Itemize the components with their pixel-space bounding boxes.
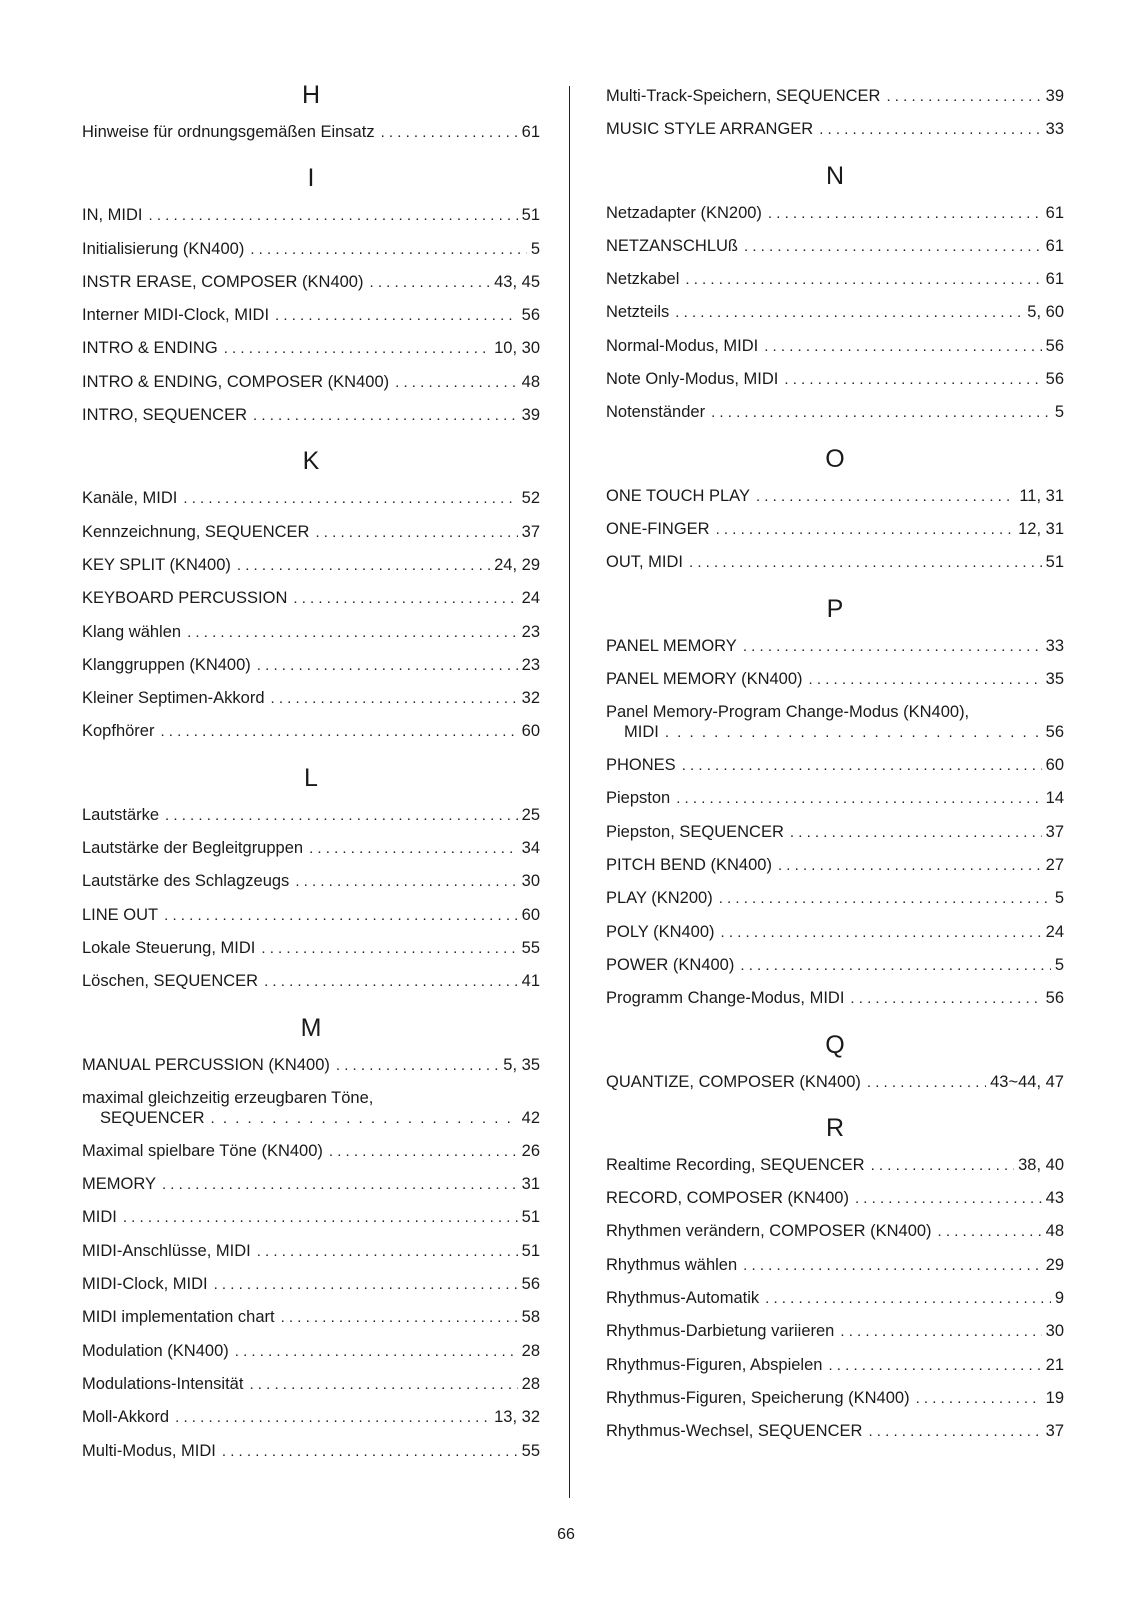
entry-term: Löschen, SEQUENCER	[82, 972, 259, 991]
entry-pages: 21	[1045, 1355, 1064, 1374]
index-section	[82, 446, 540, 748]
index-entry	[606, 197, 1064, 230]
dot-leader	[886, 81, 1041, 113]
index-entry	[82, 332, 540, 365]
index-entry	[82, 266, 540, 299]
entry-pages: 42	[521, 1108, 540, 1127]
entry-term: Lokale Steuerung, MIDI	[82, 938, 256, 957]
entry-term: MEMORY	[82, 1175, 156, 1194]
page-number: 66	[557, 1526, 575, 1543]
entry-term: Interner MIDI-Clock, MIDI	[82, 306, 270, 325]
dot-leader	[828, 1350, 1041, 1382]
index-column-left	[82, 80, 540, 1482]
index-entry	[82, 1168, 540, 1201]
entry-pages: 56	[521, 306, 540, 325]
entry-term: PITCH BEND (KN400)	[606, 856, 772, 875]
entry-term: NETZANSCHLUß	[606, 236, 739, 255]
dot-leader	[160, 716, 517, 748]
entry-pages: 11, 31	[1019, 486, 1064, 505]
dot-leader	[711, 397, 1051, 429]
entry-term: Initialisierung (KN400)	[82, 239, 245, 258]
index-entry	[82, 1135, 540, 1168]
entry-pages: 38, 40	[1018, 1155, 1064, 1174]
dot-leader	[329, 1136, 518, 1168]
entry-pages: 37	[521, 522, 540, 541]
entry-term: Rhythmus-Darbietung variieren	[606, 1322, 835, 1341]
section-letter: Q	[825, 1030, 845, 1059]
dot-leader	[850, 983, 1041, 1015]
dot-leader	[790, 817, 1042, 849]
index-entry	[82, 1335, 540, 1368]
entry-pages: 60	[521, 905, 540, 924]
dot-leader	[257, 1236, 518, 1268]
entry-term: MANUAL PERCUSSION (KN400)	[82, 1055, 330, 1074]
index-entry	[606, 696, 1064, 749]
entry-pages: 48	[1045, 1222, 1064, 1241]
index-entry	[606, 363, 1064, 396]
index-entry	[606, 630, 1064, 663]
index-section	[606, 444, 1064, 580]
entry-pages: 56	[521, 1275, 540, 1294]
dot-leader	[295, 866, 517, 898]
index-section	[82, 1013, 540, 1468]
entry-pages: 55	[521, 938, 540, 957]
index-entry	[606, 949, 1064, 982]
entry-pages: 30	[521, 872, 540, 891]
index-entry	[606, 1349, 1064, 1382]
entry-term: Rhythmus wählen	[606, 1255, 738, 1274]
entry-pages: 5, 60	[1027, 303, 1064, 322]
dot-leader	[938, 1216, 1042, 1248]
entry-pages: 5	[1054, 889, 1064, 908]
entry-pages: 33	[1045, 636, 1064, 655]
entry-pages: 61	[1045, 203, 1064, 222]
entry-pages: 27	[1045, 856, 1064, 875]
entry-pages: 9	[1054, 1289, 1064, 1308]
index-entry	[82, 1268, 540, 1301]
entry-pages: 37	[1045, 822, 1064, 841]
index-entry	[606, 263, 1064, 296]
entry-term: IN, MIDI	[82, 206, 143, 225]
entry-pages: 56	[1045, 723, 1064, 742]
index-entry	[82, 1368, 540, 1401]
index-entry	[82, 715, 540, 748]
index-entry	[606, 1066, 1064, 1099]
entry-pages: 5, 35	[503, 1055, 540, 1074]
entry-pages: 43, 45	[494, 272, 540, 291]
entry-pages: 61	[521, 123, 540, 141]
index-entry	[82, 616, 540, 649]
dot-leader	[784, 364, 1041, 396]
dot-leader	[369, 267, 490, 299]
entry-pages: 60	[1045, 756, 1064, 775]
index-section	[606, 1030, 1064, 1099]
index-entry	[82, 399, 540, 432]
dot-leader	[768, 198, 1042, 230]
dot-leader	[716, 514, 1015, 546]
dot-leader	[721, 917, 1042, 949]
dot-leader	[235, 1336, 518, 1368]
index-entry	[606, 663, 1064, 696]
entry-pages: 56	[1045, 370, 1064, 389]
index-section	[606, 1113, 1064, 1449]
dot-leader	[123, 1202, 518, 1234]
entry-term: Lautstärke der Begleitgruppen	[82, 839, 304, 858]
entry-term: OUT, MIDI	[606, 553, 683, 572]
section-letter: I	[307, 164, 315, 193]
entry-term: Note Only-Modus, MIDI	[606, 370, 779, 389]
entry-term: Klang wählen	[82, 622, 182, 641]
index-entry	[606, 1382, 1064, 1415]
entry-pages: 56	[1045, 336, 1064, 355]
index-entry	[606, 749, 1064, 782]
dot-leader	[264, 966, 518, 998]
dot-leader	[756, 481, 1015, 513]
section-letter: K	[302, 447, 320, 476]
index-entry	[606, 1315, 1064, 1348]
entry-pages: 24, 29	[494, 555, 540, 574]
entry-term: Realtime Recording, SEQUENCER	[606, 1155, 865, 1174]
dot-leader	[164, 900, 518, 932]
index-entry	[82, 1435, 540, 1468]
entry-term: Kleiner Septimen-Akkord	[82, 689, 265, 708]
index-entry	[606, 1149, 1064, 1182]
index-entry	[82, 899, 540, 932]
entry-term: POLY (KN400)	[606, 922, 715, 941]
entry-pages: 26	[521, 1141, 540, 1160]
index-entry	[606, 113, 1064, 146]
entry-pages: 61	[1045, 236, 1064, 255]
dot-leader	[281, 1302, 518, 1334]
entry-term: Rhythmus-Wechsel, SEQUENCER	[606, 1422, 863, 1441]
entry-term: POWER (KN400)	[606, 955, 735, 974]
entry-term: MIDI implementation chart	[82, 1308, 275, 1327]
dot-leader	[855, 1183, 1042, 1215]
entry-pages: 13, 32	[494, 1408, 540, 1427]
entry-term: Kennzeichnung, SEQUENCER	[82, 522, 310, 541]
dot-leader	[257, 650, 518, 682]
entry-pages: 33	[1045, 120, 1064, 139]
entry-term: RECORD, COMPOSER (KN400)	[606, 1189, 849, 1208]
entry-pages: 24	[1045, 922, 1064, 941]
dot-leader	[689, 547, 1042, 579]
entry-pages: 30	[1045, 1322, 1064, 1341]
entry-term: Lautstärke	[82, 805, 160, 824]
index-entry	[606, 1249, 1064, 1282]
entry-term: ONE TOUCH PLAY	[606, 486, 750, 505]
index-entry	[606, 982, 1064, 1015]
entry-pages: 35	[1045, 669, 1064, 688]
entry-term: MIDI-Clock, MIDI	[82, 1275, 208, 1294]
dot-leader	[675, 297, 1023, 329]
index-entry	[606, 1415, 1064, 1448]
index-entry	[82, 1401, 540, 1434]
entry-pages: 58	[521, 1308, 540, 1327]
dot-leader	[867, 1067, 986, 1099]
dot-leader	[214, 1269, 518, 1301]
dot-leader	[819, 114, 1041, 146]
index-entry	[606, 916, 1064, 949]
dot-leader	[249, 1369, 517, 1401]
entry-pages: 60	[521, 722, 540, 741]
index-entry	[606, 396, 1064, 429]
dot-leader	[743, 631, 1042, 663]
index-entry	[82, 549, 540, 582]
index-entry	[82, 1082, 540, 1135]
entry-term: Piepston, SEQUENCER	[606, 822, 784, 841]
entry-term: Netzteils	[606, 303, 670, 322]
index-entry	[606, 330, 1064, 363]
entry-term: Modulation (KN400)	[82, 1341, 229, 1360]
entry-term: KEYBOARD PERCUSSION	[82, 589, 288, 608]
section-letter: L	[304, 763, 318, 792]
entry-term: Lautstärke des Schlagzeugs	[82, 872, 290, 891]
dot-leader	[253, 400, 518, 432]
index-entry	[82, 299, 540, 332]
section-letter: M	[300, 1013, 322, 1042]
entry-term: INSTR ERASE, COMPOSER (KN400)	[82, 272, 364, 291]
entry-term: Piepston	[606, 789, 671, 808]
entry-pages: 37	[1045, 1422, 1064, 1441]
dot-leader	[222, 1436, 518, 1468]
entry-pages: 34	[521, 839, 540, 858]
entry-pages: 23	[521, 622, 540, 641]
entry-pages: 52	[521, 489, 540, 508]
index-section	[82, 763, 540, 999]
dot-leader	[183, 483, 517, 515]
entry-term: Maximal spielbare Töne (KN400)	[82, 1141, 323, 1160]
dot-leader	[381, 117, 518, 149]
entry-term: PANEL MEMORY	[606, 636, 737, 655]
dot-leader	[293, 583, 517, 615]
entry-term: MIDI-Anschlüsse, MIDI	[82, 1241, 251, 1260]
entry-pages: 56	[1045, 989, 1064, 1008]
entry-term: Netzkabel	[606, 270, 680, 289]
entry-term: maximal gleichzeitig erzeugbaren Töne,	[82, 1088, 374, 1107]
entry-term: Normal-Modus, MIDI	[606, 336, 759, 355]
dot-leader	[840, 1316, 1041, 1348]
dot-leader	[275, 300, 518, 332]
entry-term: PHONES	[606, 756, 676, 775]
entry-pages: 39	[1045, 87, 1064, 105]
entry-pages: 51	[1045, 553, 1064, 572]
entry-pages: 5	[530, 239, 540, 258]
entry-pages: 23	[521, 655, 540, 674]
dot-leader	[743, 1250, 1041, 1282]
entry-term: MIDI	[82, 1208, 117, 1227]
index-entry	[82, 1235, 540, 1268]
dot-leader	[187, 617, 518, 649]
entry-pages: 55	[521, 1441, 540, 1460]
dot-leader	[162, 1169, 518, 1201]
index-entry	[82, 932, 540, 965]
index-entry	[82, 516, 540, 549]
entry-term: Rhythmus-Figuren, Abspielen	[606, 1355, 823, 1374]
entry-term: ONE-FINGER	[606, 519, 710, 538]
index-entry	[82, 1201, 540, 1234]
dot-leader	[871, 1150, 1015, 1182]
index-entry	[606, 296, 1064, 329]
dot-leader	[685, 264, 1041, 296]
dot-leader	[719, 883, 1051, 915]
index-entry	[82, 582, 540, 615]
dot-leader	[868, 1416, 1041, 1448]
entry-pages: 41	[521, 972, 540, 991]
index-section	[606, 80, 1064, 147]
index-entry	[82, 1049, 540, 1082]
dot-leader	[765, 1283, 1051, 1315]
column-divider	[569, 86, 570, 1498]
index-section	[606, 161, 1064, 430]
dot-leader	[165, 800, 518, 832]
entry-term: Panel Memory-Program Change-Modus (KN400),	[606, 703, 970, 722]
dot-leader	[315, 517, 517, 549]
index-section	[82, 80, 540, 149]
dot-leader	[809, 664, 1042, 696]
entry-pages: 29	[1045, 1255, 1064, 1274]
index-entry	[82, 1301, 540, 1334]
entry-term-continued: SEQUENCER	[100, 1108, 205, 1127]
dot-leader	[676, 783, 1041, 815]
dot-leader	[309, 833, 518, 865]
index-entry	[606, 513, 1064, 546]
entry-pages: 51	[521, 1241, 540, 1260]
index-entry	[606, 849, 1064, 882]
entry-term: KEY SPLIT (KN400)	[82, 555, 231, 574]
entry-term: Notenständer	[606, 403, 706, 422]
entry-pages: 48	[521, 372, 540, 391]
dot-leader	[237, 550, 490, 582]
index-entry	[82, 649, 540, 682]
section-letter: N	[825, 161, 845, 190]
entry-term: Multi-Modus, MIDI	[82, 1441, 216, 1460]
entry-pages: 12, 31	[1018, 519, 1064, 538]
index-entry	[82, 832, 540, 865]
index-column-right	[606, 80, 1064, 1463]
index-entry	[82, 865, 540, 898]
index-entry	[82, 482, 540, 515]
dot-leader	[395, 367, 518, 399]
entry-pages: 10, 30	[494, 339, 540, 358]
dot-leader	[916, 1383, 1042, 1415]
entry-term: Multi-Track-Speichern, SEQUENCER	[606, 87, 881, 105]
entry-term: Klanggruppen (KN400)	[82, 655, 251, 674]
section-letter: O	[825, 444, 845, 473]
entry-pages: 61	[1045, 270, 1064, 289]
entry-term: INTRO, SEQUENCER	[82, 406, 248, 425]
index-entry	[606, 80, 1064, 113]
index-entry	[82, 366, 540, 399]
entry-pages: 24	[521, 589, 540, 608]
entry-pages: 28	[521, 1374, 540, 1393]
entry-pages: 43	[1045, 1189, 1064, 1208]
dot-leader	[224, 333, 490, 365]
index-section	[606, 594, 1064, 1016]
entry-term: Kopfhörer	[82, 722, 155, 741]
entry-pages: 43~44, 47	[990, 1072, 1064, 1091]
index-entry	[606, 480, 1064, 513]
dot-leader	[740, 950, 1050, 982]
entry-term: Netzadapter (KN200)	[606, 203, 762, 222]
dot-leader	[336, 1050, 499, 1082]
index-entry	[606, 1282, 1064, 1315]
index-entry	[606, 1182, 1064, 1215]
entry-term: MUSIC STYLE ARRANGER	[606, 120, 814, 139]
index-entry	[82, 233, 540, 266]
entry-term: QUANTIZE, COMPOSER (KN400)	[606, 1072, 861, 1091]
entry-term: PANEL MEMORY (KN400)	[606, 669, 803, 688]
index-entry	[82, 199, 540, 232]
entry-term-continued: MIDI	[624, 723, 659, 742]
dot-leader	[778, 850, 1042, 882]
dot-leader	[744, 231, 1042, 263]
entry-term: Rhythmus-Automatik	[606, 1289, 760, 1308]
dot-leader	[682, 750, 1042, 782]
entry-pages: 51	[521, 1208, 540, 1227]
entry-term: Modulations-Intensität	[82, 1374, 244, 1393]
dot-leader	[250, 234, 526, 266]
entry-term: LINE OUT	[82, 905, 159, 924]
dot-leader	[149, 200, 518, 232]
entry-pages: 5	[1054, 955, 1064, 974]
entry-pages: 5	[1054, 403, 1064, 422]
entry-pages: 14	[1045, 789, 1064, 808]
dot-leader	[261, 933, 517, 965]
entry-term: INTRO & ENDING, COMPOSER (KN400)	[82, 372, 390, 391]
dot-leader	[271, 683, 518, 715]
dot-leader	[211, 1109, 518, 1129]
entry-term: Hinweise für ordnungsgemäßen Einsatz	[82, 123, 375, 141]
dot-leader	[764, 331, 1041, 363]
entry-term: Moll-Akkord	[82, 1408, 170, 1427]
entry-term: Rhythmus-Figuren, Speicherung (KN400)	[606, 1388, 910, 1407]
index-entry	[82, 965, 540, 998]
index-entry	[606, 882, 1064, 915]
entry-term: Kanäle, MIDI	[82, 489, 178, 508]
index-entry	[82, 116, 540, 149]
entry-term: Programm Change-Modus, MIDI	[606, 989, 845, 1008]
entry-pages: 39	[521, 406, 540, 425]
dot-leader	[175, 1402, 490, 1434]
entry-pages: 25	[521, 805, 540, 824]
dot-leader	[665, 723, 1042, 743]
index-entry	[606, 230, 1064, 263]
section-letter: H	[301, 81, 321, 109]
index-entry	[606, 816, 1064, 849]
entry-term: PLAY (KN200)	[606, 889, 713, 908]
index-entry	[82, 682, 540, 715]
entry-pages: 51	[521, 206, 540, 225]
index-entry	[606, 546, 1064, 579]
entry-pages: 32	[521, 689, 540, 708]
index-entry	[606, 782, 1064, 815]
index-section	[82, 163, 540, 432]
section-letter: P	[826, 594, 844, 623]
entry-pages: 19	[1045, 1388, 1064, 1407]
entry-term: Rhythmen verändern, COMPOSER (KN400)	[606, 1222, 932, 1241]
index-entry	[82, 799, 540, 832]
entry-term: INTRO & ENDING	[82, 339, 218, 358]
entry-pages: 28	[521, 1341, 540, 1360]
section-letter: R	[825, 1113, 845, 1142]
entry-pages: 31	[521, 1175, 540, 1194]
index-entry	[606, 1215, 1064, 1248]
